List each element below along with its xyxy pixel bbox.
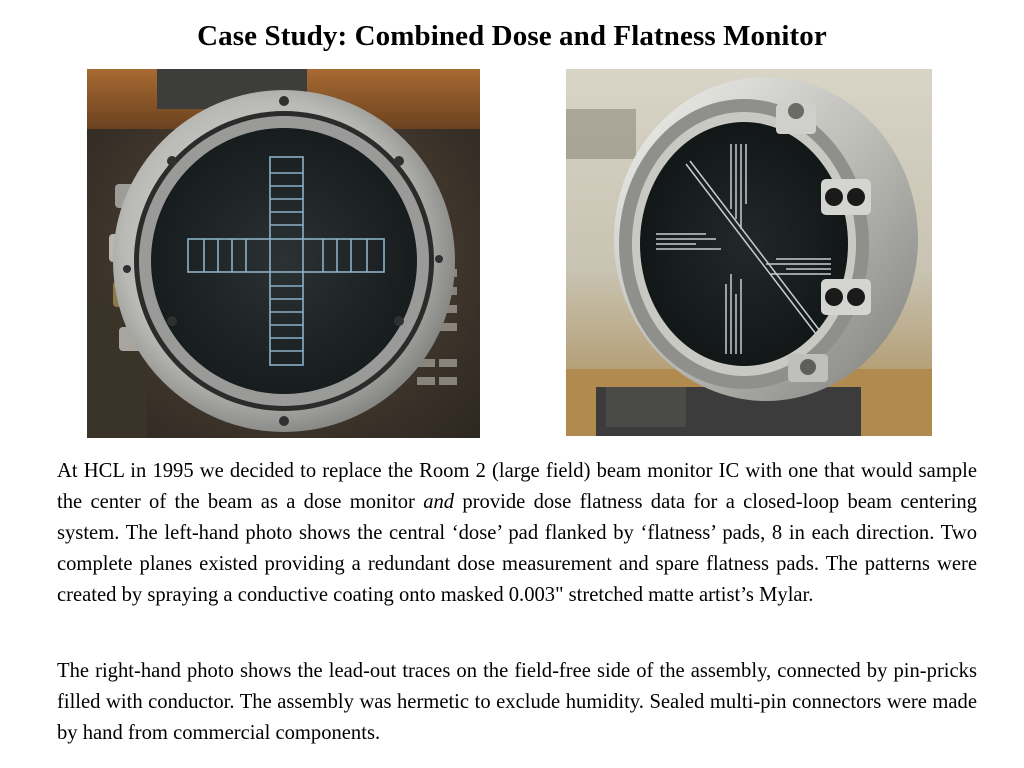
ion-chamber-rear-photo <box>566 69 932 436</box>
body-paragraph-2: The right-hand photo shows the lead-out traces on the field-free side of the assembly, connected by pin-pricks filled with conductor. The assembly was hermetic to exclude humidity. Sealed multi-pin connectors were made by hand from commercial components. <box>57 660 977 744</box>
slide-title: Case Study: Combined Dose and Flatness Monitor <box>197 20 827 52</box>
p1-emphasis: and <box>423 491 455 513</box>
ion-chamber-front-illustration <box>87 69 480 438</box>
ion-chamber-front-photo <box>87 69 480 438</box>
p1-text-start: At HCL in 1995 we decided to replace the Room 2 (large field) beam monitor IC with one that would sample the center of the beam as a dose monitor <box>57 460 977 513</box>
p1-text-end: provide dose flatness data for a closed-loop beam centering system. The left-hand photo shows the central ‘dose’ pad flanked by ‘flatness’ pads, 8 in each direction. Two complete planes existed providing a redundant dose measurement and spare flatness pads. The patterns were created by spraying a conductive coating onto masked 0.003" stretched matte artist’s Mylar. <box>57 491 977 606</box>
body-paragraph-1 <box>57 456 977 611</box>
ion-chamber-rear-illustration <box>566 69 932 436</box>
